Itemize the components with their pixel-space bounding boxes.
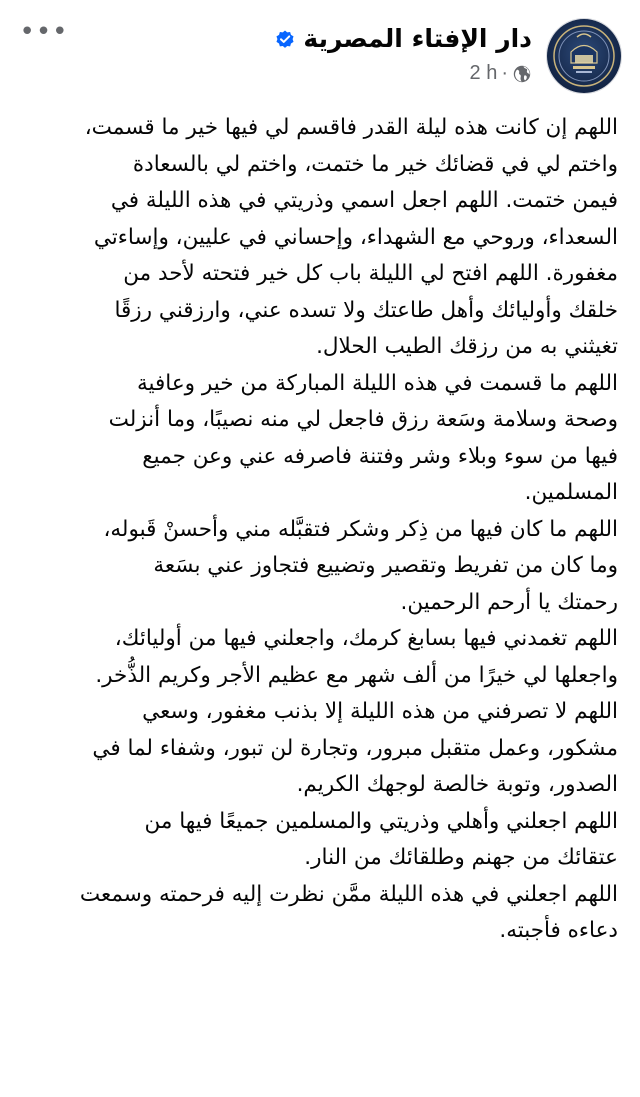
post-text-line: دعاءه فأجبته. [499, 918, 618, 943]
post-text-line: اللهم إن كانت هذه ليلة القدر فاقسم لي فيها خير ما قسمت، [84, 115, 618, 140]
post-text-line: فيمن ختمت. اللهم اجعل اسمي وذريتي في هذه الليلة في [110, 188, 618, 213]
post-header [0, 0, 640, 110]
post-text-line: واجعلها لي خيرًا من ألف شهر مع عظيم الأجر وكريم الذُّخر. [95, 662, 618, 688]
post-text-line: تغيثني به من رزقك الطيب الحلال. [316, 334, 618, 359]
verified-badge-icon [274, 28, 296, 50]
post-text-line: رحمتك يا أرحم الرحمين. [400, 589, 618, 615]
post-text-line: فيها من سوء وبلاء وشر وفتنة فاصرفه عني وعن جميع [142, 443, 618, 469]
post-text-line: مغفورة. اللهم افتح لي الليلة باب كل خير فتحته لأحد من [123, 261, 618, 286]
globe-icon[interactable] [512, 64, 532, 84]
more-options-button[interactable] [19, 12, 69, 52]
meta-separator: · [501, 62, 508, 84]
page-name-row [274, 22, 532, 56]
post-text-line: اللهم اجعلني في هذه الليلة ممَّن نظرت إليه فرحمته وسمعت [79, 881, 618, 907]
post-text-line: السعداء، وروحي مع الشهداء، وإحساني في عليين، وإساءتي [93, 224, 618, 250]
post-text-line: اللهم اجعلني وأهلي وذريتي والمسلمين جميعًا فيها من [144, 808, 618, 834]
post-text-line: المسلمين. [524, 480, 618, 505]
post-meta [470, 62, 532, 85]
post-text-line: اللهم تغمدني فيها بسابغ كرمك، واجعلني فيها من أوليائك، [114, 626, 618, 651]
post-text-line: عتقائك من جهنم وطلقائك من النار. [304, 845, 618, 870]
post-text-line: اللهم ما قسمت في هذه الليلة المباركة من خير وعافية [136, 370, 618, 396]
post-text-line: واختم لي في قضائك خير ما ختمت، واختم لي بالسعادة [132, 151, 618, 177]
post-text-line: خلقك وأوليائك وأهل طاعتك ولا تسده عني، وارزقني رزقًا [114, 297, 618, 323]
logo-avatar [547, 19, 621, 93]
post-text-line: مشكور، وعمل متقبل مبرور، وتجارة لن تبور، وشفاء لما في [92, 735, 618, 761]
page-avatar[interactable] [546, 18, 622, 94]
page-name[interactable]: دار الإفتاء المصرية [303, 24, 532, 53]
post-timestamp[interactable]: 2 h [469, 62, 498, 84]
more-horizontal-icon: ••• [19, 17, 69, 47]
post-text-line: الصدور، وتوبة خالصة لوجهك الكريم. [296, 772, 618, 797]
post-text-line: وصحة وسلامة وسَعة رزق فاجعل لي منه نصيبًا، وما أنزلت [108, 407, 618, 432]
post-text-line: اللهم لا تصرفني من هذه الليلة إلا بذنب مغفور، وسعي [142, 699, 618, 724]
post-text-line: اللهم ما كان فيها من ذِكر وشكر فتقبَّله مني وأحسنْ قَبوله، [103, 516, 618, 542]
post-text-line: وما كان من تفريط وتقصير وتضييع فتجاوز عني بسَعة [153, 553, 618, 578]
post-text [14, 110, 618, 950]
